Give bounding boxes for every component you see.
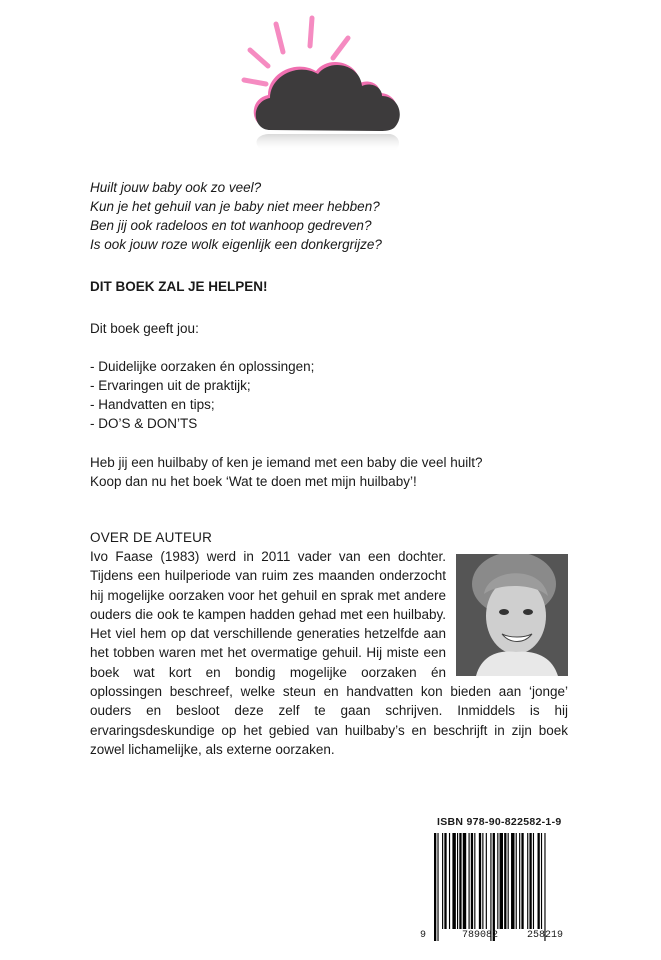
intro-line: Ben jij ook radeloos en tot wanhoop gedreven? — [90, 218, 372, 233]
list-item: - DO’S & DON’TS — [90, 416, 198, 431]
intro-line: Huilt jouw baby ook zo veel? — [90, 180, 262, 195]
author-portrait-icon — [456, 554, 568, 676]
intro-line: Kun je het gehuil van je baby niet meer hebben? — [90, 199, 380, 214]
list-item: - Handvatten en tips; — [90, 397, 215, 412]
cta-line: Koop dan nu het boek ‘Wat te doen met mijn huilbaby’! — [90, 474, 417, 489]
cloud-sun-logo-icon — [230, 12, 430, 172]
cta-line: Heb jij een huilbaby of ken je iemand met een baby die veel huilt? — [90, 455, 483, 470]
list-item: - Ervaringen uit de praktijk; — [90, 378, 251, 393]
intro-questions — [90, 178, 590, 254]
barcode-digits-left: 789082 — [462, 930, 499, 941]
benefits-list — [90, 357, 590, 433]
author-photo — [456, 554, 568, 676]
author-heading: OVER DE AUTEUR — [90, 530, 213, 545]
benefits-lead: Dit boek geeft jou: — [90, 321, 199, 336]
barcode-icon — [432, 833, 580, 943]
isbn-label: ISBN 978-90-822582-1-9 — [437, 816, 562, 828]
list-item: - Duidelijke oorzaken én oplossingen; — [90, 359, 315, 374]
barcode-digits-right: 258219 — [527, 930, 564, 941]
intro-line: Is ook jouw roze wolk eigenlijk een donkergrijze? — [90, 237, 382, 252]
barcode-digit-first: 9 — [420, 930, 427, 941]
call-to-action — [90, 453, 590, 491]
author-bio-text: Ivo Faase (1983) werd in 2011 vader van een dochter. Tijdens een huilperiode van ruim zes maanden onderzocht hij mogelijke oorzaken voor het gehuil en sprak met andere ouders die ook te kampen hadden gehad met een huilbaby. Het viel hem op dat verschillende generaties hetzelfde aan het tobben waren met het overmatige gehuil. Hij miste een boek wat kort en bondig mogelijke oorzaken én oplossingen beschreef, welke steun en handvatten kon bieden aan ‘jonge’ ouders en besloot deze zelf te gaan schrijven. Inmiddels is hij ervaringsdeskundige op het gebied van huilbaby’s en beschrijft in zijn boek zowel lichamelijke, als externe oorzaken. — [90, 549, 568, 757]
headline: DIT BOEK ZAL JE HELPEN! — [90, 279, 268, 294]
